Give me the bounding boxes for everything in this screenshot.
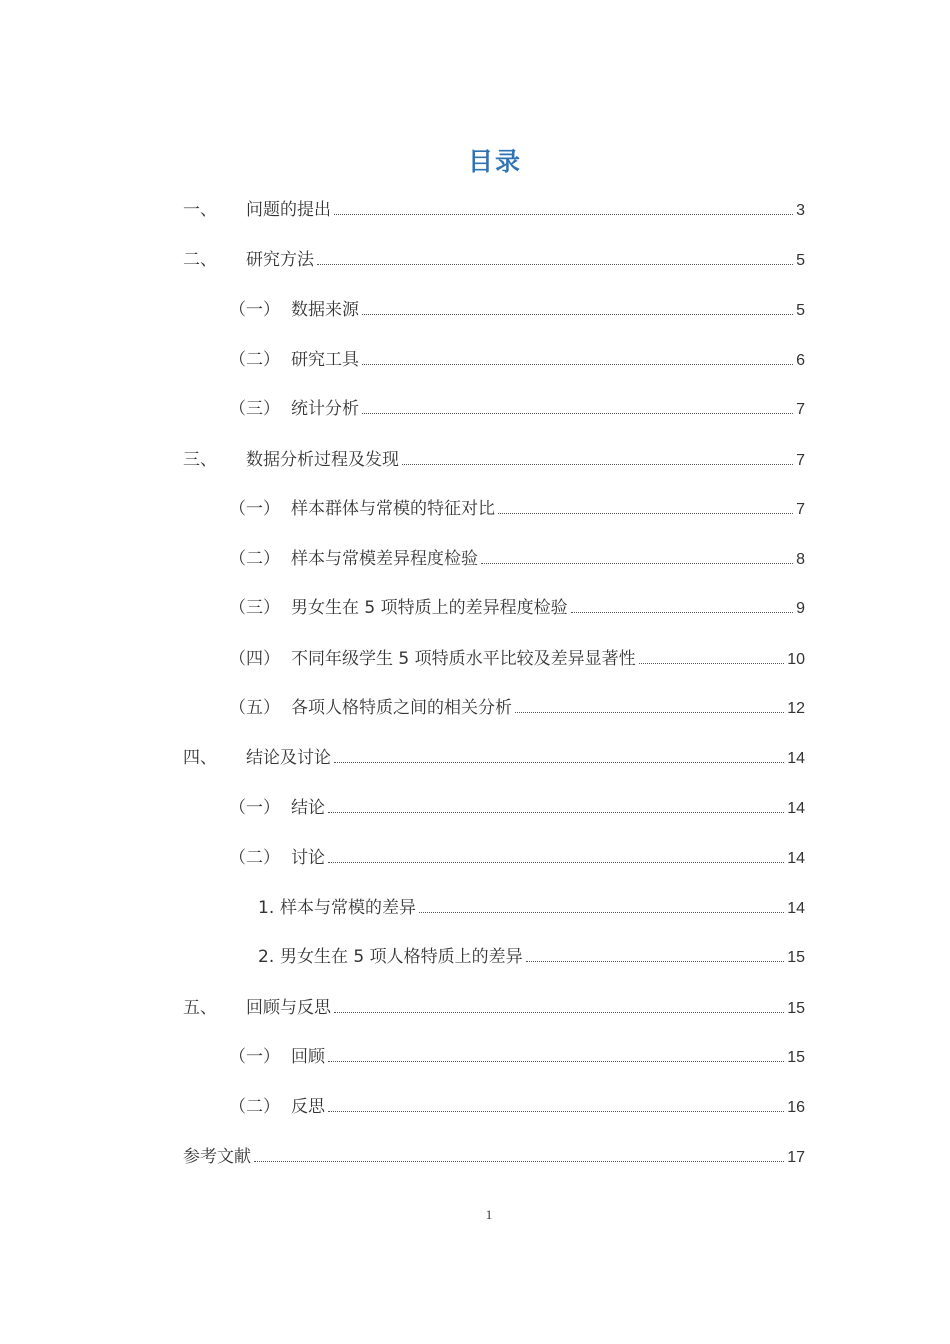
toc-entry-page: 14 (787, 900, 805, 917)
leader-dots (362, 313, 793, 315)
toc-entry-page: 6 (796, 352, 805, 369)
leader-dots (334, 213, 793, 215)
toc-entry-page: 5 (796, 302, 805, 319)
toc-entry-label: 各项人格特质之间的相关分析 (291, 698, 512, 718)
toc-entry[interactable] (229, 694, 805, 718)
leader-dots (328, 811, 784, 813)
leader-dots (419, 911, 784, 913)
toc-entry-label: 样本与常模差异程度检验 (291, 549, 478, 569)
leader-dots (334, 1011, 784, 1013)
toc-entry-page: 15 (787, 949, 805, 966)
toc-entry[interactable] (229, 495, 805, 519)
toc-entry-label: 数据来源 (291, 300, 359, 320)
toc-entry-label: 男女生在 5 项特质上的差异程度检验 (291, 598, 568, 618)
toc-entry-number: （二） (229, 549, 280, 569)
toc-entry-label: 统计分析 (291, 399, 359, 419)
toc-entry[interactable] (229, 395, 805, 419)
toc-entry-number: （一） (229, 798, 280, 818)
toc-entry[interactable] (183, 196, 805, 220)
toc-entry-number: 2. (258, 947, 275, 967)
toc-entry-number: 一、 (183, 200, 217, 220)
toc-entry[interactable] (229, 645, 805, 669)
toc-entry[interactable] (229, 1093, 805, 1117)
toc-entry-number: （三） (229, 598, 280, 618)
toc-entry-page: 5 (796, 252, 805, 269)
toc-entry-label: 结论 (291, 798, 325, 818)
leader-dots (362, 412, 793, 414)
toc-entry-page: 8 (796, 551, 805, 568)
toc-entry[interactable] (229, 844, 805, 868)
toc-entry[interactable] (258, 943, 805, 967)
leader-dots (254, 1160, 784, 1162)
toc-entry-label: 样本与常模的差异 (280, 898, 416, 918)
toc-entry-label: 数据分析过程及发现 (246, 450, 399, 470)
leader-dots (362, 363, 793, 365)
toc-entry-page: 10 (787, 651, 805, 668)
toc-entry-label: 问题的提出 (246, 200, 331, 220)
toc-entry[interactable] (229, 296, 805, 320)
leader-dots (328, 1110, 784, 1112)
toc-entry-number: 三、 (183, 450, 217, 470)
toc-entry[interactable] (229, 545, 805, 569)
toc-entry-label: 不同年级学生 5 项特质水平比较及差异显著性 (291, 649, 636, 669)
toc-entry-number: （五） (229, 698, 280, 718)
toc-entry[interactable] (183, 744, 805, 768)
toc-entry-number: （三） (229, 399, 280, 419)
toc-entry-number: （二） (229, 848, 280, 868)
toc-entry-page: 3 (796, 202, 805, 219)
toc-entry[interactable] (258, 894, 805, 918)
leader-dots (402, 463, 793, 465)
toc-entry-page: 17 (787, 1149, 805, 1166)
toc-entry[interactable] (229, 346, 805, 370)
toc-entry-number: （二） (229, 350, 280, 370)
toc-entry-label: 结论及讨论 (246, 748, 331, 768)
toc-entry-number: 1. (258, 898, 275, 918)
toc-entry[interactable] (183, 1143, 805, 1167)
toc-entry-number: （一） (229, 499, 280, 519)
leader-dots (317, 263, 793, 265)
toc-entry-page: 14 (787, 750, 805, 767)
leader-dots (481, 562, 793, 564)
toc-entry-number: （二） (229, 1097, 280, 1117)
toc-entry-label: 研究工具 (291, 350, 359, 370)
toc-entry-page: 7 (796, 401, 805, 418)
toc-entry-page: 12 (787, 700, 805, 717)
leader-dots (498, 512, 793, 514)
leader-dots (328, 1060, 784, 1062)
leader-dots (334, 761, 784, 763)
toc-entry-page: 15 (787, 1000, 805, 1017)
toc-entry-number: （一） (229, 300, 280, 320)
toc-entry-page: 9 (796, 600, 805, 617)
toc-entry-label: 参考文献 (183, 1147, 251, 1167)
toc-entry-label: 研究方法 (246, 250, 314, 270)
toc-entry-page: 16 (787, 1099, 805, 1116)
toc-entry-label: 男女生在 5 项人格特质上的差异 (280, 947, 523, 967)
toc-entry[interactable] (183, 446, 805, 470)
leader-dots (328, 861, 784, 863)
toc-entry-number: （一） (229, 1047, 280, 1067)
toc-entry-label: 样本群体与常模的特征对比 (291, 499, 495, 519)
leader-dots (515, 711, 784, 713)
page-number: 1 (485, 1207, 493, 1222)
toc-entry-label: 回顾 (291, 1047, 325, 1067)
toc-entry-label: 反思 (291, 1097, 325, 1117)
toc-entry[interactable] (183, 994, 805, 1018)
toc-entry-page: 14 (787, 800, 805, 817)
leader-dots (571, 611, 793, 613)
toc-entry-label: 讨论 (291, 848, 325, 868)
toc-entry-page: 7 (796, 501, 805, 518)
toc-entry[interactable] (183, 246, 805, 270)
toc-entry-number: （四） (229, 649, 280, 669)
leader-dots (639, 662, 785, 664)
toc-entry-label: 回顾与反思 (246, 998, 331, 1018)
toc-entry-number: 二、 (183, 250, 217, 270)
toc-entry-page: 7 (796, 452, 805, 469)
toc-entry[interactable] (229, 794, 805, 818)
toc-entry-page: 14 (787, 850, 805, 867)
toc-entry-number: 五、 (183, 998, 217, 1018)
toc-entry-page: 15 (787, 1049, 805, 1066)
toc-title: 目录 (467, 147, 522, 176)
toc-entry[interactable] (229, 1043, 805, 1067)
leader-dots (526, 960, 785, 962)
toc-entry-number: 四、 (183, 748, 217, 768)
toc-entry[interactable] (229, 594, 805, 618)
